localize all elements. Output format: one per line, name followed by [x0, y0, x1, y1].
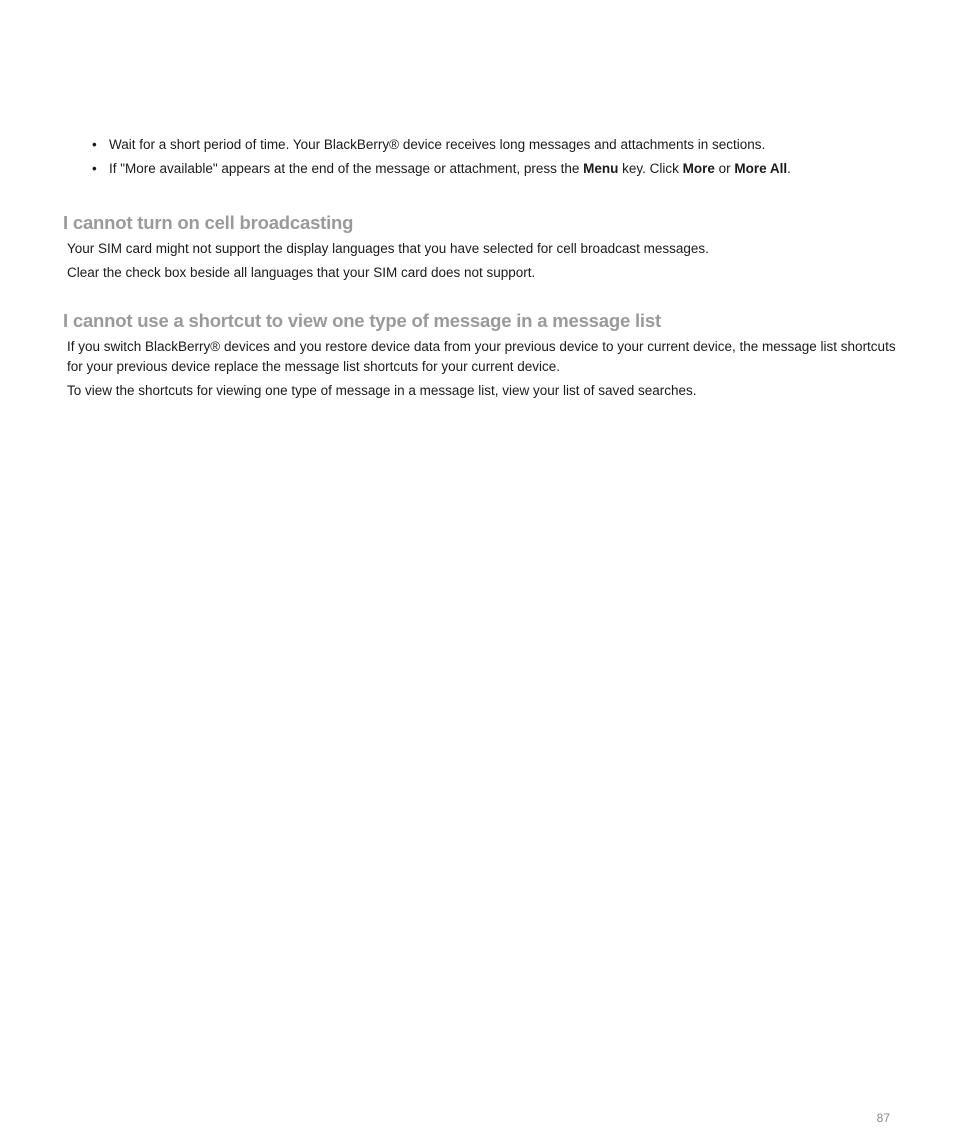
- section-message-list-shortcut: [63, 309, 903, 401]
- bullet-text: Wait for a short period of time. Your BlackBerry® device receives long messages and attachments in sections.: [109, 137, 766, 152]
- bullet-text-or: or: [714, 161, 735, 176]
- bullet-text-mid: key. Click: [618, 161, 683, 176]
- section-paragraph: Your SIM card might not support the display languages that you have selected for cell broadcast messages.: [67, 241, 709, 256]
- section-paragraph: If you switch BlackBerry® devices and you restore device data from your previous device to your current device, the message list shortcuts for your previous device replace the message list shortcuts for your current device.: [67, 339, 896, 374]
- section-paragraph: To view the shortcuts for viewing one type of message in a message list, view your list of saved searches.: [67, 383, 697, 398]
- section-cell-broadcasting: [63, 211, 903, 283]
- section-heading: I cannot turn on cell broadcasting: [63, 212, 354, 233]
- page-number: 87: [876, 1111, 890, 1125]
- more-all-term: More All: [734, 161, 788, 176]
- section-heading: I cannot use a shortcut to view one type of message in a message list: [63, 310, 661, 331]
- bullet-list: [92, 136, 912, 184]
- more-term: More: [682, 161, 715, 176]
- bullet-text-prefix: If "More available" appears at the end of the message or attachment, press the: [109, 161, 584, 176]
- bullet-item-wait: [92, 136, 912, 154]
- bullet-item-more-available: [92, 160, 912, 178]
- bullet-dot: •: [92, 137, 97, 152]
- bullet-text-suffix: .: [787, 161, 791, 176]
- bullet-dot: •: [92, 161, 97, 176]
- menu-key-term: Menu: [583, 161, 619, 176]
- section-paragraph: Clear the check box beside all languages that your SIM card does not support.: [67, 265, 536, 280]
